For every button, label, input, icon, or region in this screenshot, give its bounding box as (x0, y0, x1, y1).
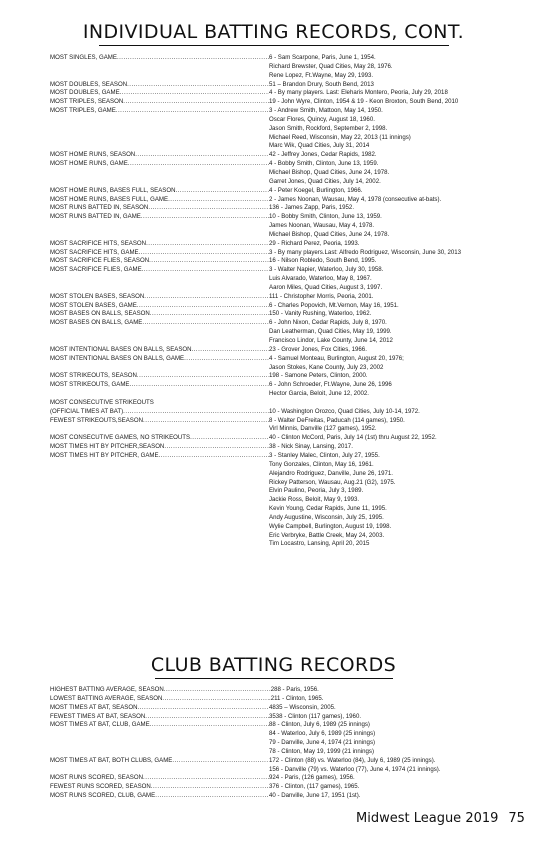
dot-leader (143, 417, 269, 435)
record-label (50, 151, 269, 160)
record-values (269, 151, 525, 160)
record-row (50, 704, 525, 713)
dot-leader (137, 704, 269, 713)
record-value-line: Rickey Patterson, Wausau, Aug.21 (G2), 1975. (269, 478, 396, 486)
record-value-line: Luis Alvarado, Waterloo, May 8, 1967. (269, 275, 372, 283)
record-value-line: 4 - By many players. Last: Eleharis Montero, Peoria, July 29, 2018 (269, 89, 448, 97)
dot-leader (137, 372, 269, 381)
individual-records-list (50, 54, 525, 549)
record-value-line: 172 - Clinton (88) vs. Waterloo (84), July 6, 1989 (25 innings). (269, 756, 436, 764)
record-label (50, 443, 269, 452)
record-value-line: 6 - Charles Popovich, Mt.Vernon, May 16, 1951. (269, 301, 399, 309)
record-values (269, 266, 525, 293)
record-label (50, 452, 269, 549)
record-label-text: MOST STRIKEOUTS, SEASON (50, 372, 137, 380)
record-values (269, 783, 525, 792)
record-label (50, 695, 269, 704)
record-label-text: MOST DOUBLES, SEASON (50, 80, 128, 88)
dot-leader (164, 443, 269, 452)
record-label (50, 372, 269, 381)
record-row (50, 107, 525, 151)
record-values (269, 417, 525, 435)
club-section-title-text: CLUB BATTING RECORDS (150, 654, 397, 676)
dot-leader (129, 381, 269, 399)
record-value-line: Jason Smith, Rockford, September 2, 1998. (269, 124, 388, 132)
record-value-line: 6 - John Schroeder, Ft.Wayne, June 26, 1996 (269, 381, 392, 389)
record-values (269, 434, 525, 443)
record-label (50, 81, 269, 90)
record-label (50, 310, 269, 319)
record-label (50, 266, 269, 293)
record-label-text: MOST BASES ON BALLS, SEASON (50, 310, 150, 318)
record-value-line: Rene Lopez, Ft.Wayne, May 29, 1993. (269, 71, 374, 79)
record-row (50, 266, 525, 293)
record-label (50, 721, 269, 756)
dot-leader (143, 774, 269, 783)
record-value-line: 111 - Christopher Morris, Peoria, 2001. (269, 292, 374, 300)
record-value-line: Michael Reed, Wisconsin, May 22, 2013 (11 innings) (269, 133, 411, 141)
record-value-line: 3538 - Clinton (117 games), 1960. (269, 712, 362, 720)
dot-leader (142, 266, 269, 293)
record-values (269, 249, 525, 258)
record-value-line: Richard Brewster, Quad Cities, May 28, 1976. (269, 62, 393, 70)
record-row (50, 355, 525, 373)
dot-leader (117, 54, 269, 81)
record-label-text: MOST RUNS SCORED, CLUB, GAME (50, 792, 156, 800)
record-label (50, 89, 269, 98)
record-values (269, 107, 525, 151)
record-row (50, 257, 525, 266)
record-value-line: 4 - Bobby Smith, Clinton, June 13, 1959. (269, 160, 379, 168)
dot-leader (148, 204, 269, 213)
dot-leader (164, 686, 269, 695)
record-value-line: Eric Verbryke, Battle Creek, May 24, 2003. (269, 531, 385, 539)
record-label-text: MOST BASES ON BALLS, GAME (50, 319, 143, 327)
dot-leader (145, 713, 269, 722)
record-values (269, 695, 525, 704)
dot-leader (190, 434, 269, 443)
record-value-line: 79 - Danville, June 4, 1974 (21 innings) (269, 739, 376, 747)
record-value-line: Wylie Campbell, Burlington, August 19, 1998. (269, 522, 392, 530)
dot-leader (146, 240, 269, 249)
record-values (269, 187, 525, 196)
record-value-line: 156 - Danville (79) vs. Waterloo (77), June 4, 1974 (21 innings). (269, 765, 441, 773)
dot-leader (141, 213, 269, 240)
record-label-text: MOST TRIPLES, GAME (50, 107, 116, 115)
dot-leader (162, 695, 269, 704)
record-label (50, 774, 269, 783)
record-values (269, 302, 525, 311)
record-values (269, 204, 525, 213)
record-label-text: MOST STRIKEOUTS, GAME (50, 381, 130, 389)
dot-leader (128, 160, 269, 187)
club-section-title (0, 654, 547, 679)
record-values (269, 713, 525, 722)
dot-leader (155, 792, 269, 801)
record-value-line: 6 - Sam Scarpone, Paris, June 1, 1954. (269, 54, 376, 61)
record-label-text: MOST SACRIFICE HITS, GAME (50, 248, 139, 256)
record-row (50, 89, 525, 98)
record-value-line: Francisco Lindor, Lake County, June 14, 2012 (269, 337, 393, 344)
record-value-line: Tony Gonzales, Clinton, May 16, 1961. (269, 460, 374, 468)
record-row (50, 81, 525, 90)
dot-leader (142, 319, 269, 346)
record-value-line: Elvin Paulino, Peoria, July 3, 1989. (269, 487, 364, 495)
record-value-line: 29 - Richard Perez, Peoria, 1993. (269, 239, 360, 247)
dot-leader (123, 408, 269, 417)
record-label-text: MOST TIMES AT BAT, BOTH CLUBS, GAME (50, 756, 173, 764)
record-label (50, 213, 269, 240)
record-value-line: .211 - Clinton, 1965. (269, 694, 324, 702)
record-label (50, 757, 269, 775)
record-row (50, 372, 525, 381)
record-value-line: 38 - Nick Sinay, Lansing, 2017. (269, 443, 353, 451)
record-value-line: Hector Garcia, Beloit, June 12, 2002. (269, 390, 369, 398)
record-value-line: 10 - Bobby Smith, Clinton, June 13, 1959. (269, 213, 382, 221)
record-label-text: FEWEST STRIKEOUTS,SEASON (50, 416, 144, 424)
record-value-line: Marc Wik, Quad Cities, July 31, 2014 (269, 142, 370, 150)
record-value-line: Andy Augustine, Wisconsin, July 25, 1995. (269, 513, 384, 521)
record-value-line: Virl Minnis, Danville (127 games), 1952. (269, 425, 377, 433)
record-row (50, 686, 525, 695)
dot-leader (151, 783, 269, 792)
record-row (50, 346, 525, 355)
record-values (269, 98, 525, 107)
record-row (50, 98, 525, 107)
record-row (50, 774, 525, 783)
record-value-line: Tim Locastro, Lansing, April 20, 2015 (269, 540, 370, 548)
record-label (50, 204, 269, 213)
record-label-text: MOST SACRIFICE FLIES, GAME (50, 266, 142, 274)
page-number: 75 (508, 811, 525, 826)
record-values (269, 293, 525, 302)
record-value-line: 19 - John Wyre, Clinton, 1954 & 19 - Keon Broxton, South Bend, 2010 (269, 98, 459, 106)
record-value-line: 198 - Samone Peters, Clinton, 2000. (269, 372, 368, 380)
record-value-line: 376 - Clinton, (117 games), 1965. (269, 783, 360, 791)
record-value-line: Michael Bishop, Quad Cities, June 24, 1978. (269, 168, 390, 176)
record-row (50, 399, 525, 408)
record-value-line: 40 - Danville, June 17, 1951 (1st). (269, 792, 361, 800)
record-row (50, 319, 525, 346)
record-label (50, 160, 269, 187)
record-values (269, 774, 525, 783)
record-label-text: MOST RUNS BATTED IN, GAME (50, 213, 141, 221)
dot-leader (192, 346, 269, 355)
record-values (269, 399, 525, 408)
record-row (50, 434, 525, 443)
record-row (50, 792, 525, 801)
record-label (50, 783, 269, 792)
record-label-text: MOST RUNS BATTED IN, SEASON (50, 204, 149, 212)
dot-leader (159, 452, 269, 549)
publication-name: Midwest League 2019 (356, 811, 499, 826)
record-values (269, 213, 525, 240)
record-values (269, 443, 525, 452)
record-value-line: Jason Stokes, Kane County, July 23, 2002 (269, 363, 384, 371)
record-values (269, 310, 525, 319)
record-value-line: 4835 – Wisconsin, 2005. (269, 703, 336, 711)
record-value-line: 10 - Washington Orozco, Quad Cities, July 10-14, 1972. (269, 407, 420, 415)
record-values (269, 686, 525, 695)
record-value-line: Kevin Young, Cedar Rapids, June 11, 1995. (269, 505, 387, 513)
record-label-text: MOST HOME RUNS, BASES FULL, SEASON (50, 186, 176, 194)
record-row (50, 783, 525, 792)
record-value-line: James Noonan, Wausau, May 4, 1978. (269, 222, 375, 230)
record-label-text: MOST TIMES AT BAT, CLUB, GAME (50, 721, 150, 729)
record-value-line: Aaron Miles, Quad Cities, August 3, 1997. (269, 283, 383, 291)
record-value-line: Alejandro Rodriguez, Danville, June 26, 1971. (269, 469, 393, 477)
record-label-text: HIGHEST BATTING AVERAGE, SEASON (50, 686, 164, 693)
record-values (269, 196, 525, 205)
record-label-text: MOST SINGLES, GAME (50, 54, 117, 61)
record-label (50, 293, 269, 302)
record-value-line: 3 - Stanley Malec, Clinton, July 27, 1955. (269, 451, 380, 459)
dot-leader (135, 151, 269, 160)
record-value-line: 78 - Clinton, May 19, 1999 (21 innings) (269, 747, 375, 755)
record-value-line: Dan Leatherman, Quad Cities, May 19, 1999. (269, 328, 392, 336)
record-values (269, 792, 525, 801)
record-label (50, 187, 269, 196)
record-label (50, 792, 269, 801)
record-label-text: MOST HOME RUNS, SEASON (50, 151, 136, 159)
dot-leader (168, 196, 269, 205)
record-label-text: MOST CONSECUTIVE STRIKEOUTS (50, 398, 154, 406)
dot-leader (172, 757, 269, 775)
record-values (269, 346, 525, 355)
record-value-line: 3 - Andrew Smith, Mattoon, May 14, 1950. (269, 107, 383, 115)
record-row (50, 713, 525, 722)
record-row (50, 54, 525, 81)
record-label (50, 54, 269, 81)
dot-leader (116, 107, 269, 151)
record-row (50, 204, 525, 213)
dot-leader (184, 355, 269, 373)
record-label-text: LOWEST BATTING AVERAGE, SEASON (50, 694, 163, 702)
page-title-text: INDIVIDUAL BATTING RECORDS, CONT. (82, 21, 465, 43)
record-row (50, 213, 525, 240)
record-value-line: 6 - John Nixon, Cedar Rapids, July 8, 1970. (269, 319, 387, 327)
record-label-text: MOST TRIPLES, SEASON (50, 98, 124, 106)
record-label-text: MOST INTENTIONAL BASES ON BALLS, SEASON (50, 345, 192, 353)
record-value-line: Garret Jones, Quad Cities, July 14, 2002. (269, 177, 381, 185)
record-value-line: 40 - Clinton McCord, Paris, July 14 (1st) thru August 22, 1952. (269, 434, 437, 442)
record-value-line: Jackie Ross, Beloit, May 9, 1993. (269, 496, 360, 504)
record-label (50, 346, 269, 355)
record-label-text: MOST RUNS SCORED, SEASON (50, 774, 144, 782)
record-value-line: 8 - Walter DeFreitas, Paducah (114 games), 1950. (269, 416, 405, 424)
record-row (50, 721, 525, 756)
record-label (50, 257, 269, 266)
record-value-line: 16 - Nilson Robledo, South Bend, 1995. (269, 257, 377, 265)
record-value-line: 4 - Peter Koegel, Burlington, 1966. (269, 186, 363, 194)
record-label-text: (OFFICIAL TIMES AT BAT) (50, 407, 124, 415)
record-value-line: 924 - Paris, (126 games), 1956. (269, 774, 355, 782)
record-value-line: 23 - Grover Jones, Fox Cities, 1966. (269, 345, 367, 353)
dot-leader (150, 721, 269, 756)
record-value-line: .288 - Paris, 1956. (269, 686, 319, 693)
dot-leader (123, 98, 269, 107)
record-values (269, 721, 525, 756)
record-label-text: FEWEST TIMES AT BAT, SEASON (50, 712, 146, 720)
record-label-text: MOST SACRIFICE HITS, SEASON (50, 239, 147, 247)
dot-leader (144, 293, 269, 302)
page-title (0, 21, 547, 46)
club-records-list (50, 686, 525, 801)
record-label (50, 381, 269, 399)
record-label (50, 98, 269, 107)
record-value-line: 2 - James Noonan, Wausau, May 4, 1978 (consecutive at-bats). (269, 195, 442, 203)
record-row (50, 417, 525, 435)
record-values (269, 408, 525, 417)
record-label-text: MOST HOME RUNS, GAME (50, 160, 128, 168)
record-label (50, 240, 269, 249)
record-label (50, 399, 269, 408)
record-value-line: 3 - By many players.Last: Alfredo Rodriguez, Wisconsin, June 30, 2013 (269, 248, 462, 256)
record-values (269, 372, 525, 381)
record-label (50, 302, 269, 311)
record-label-text: MOST HOME RUNS, BASES FULL, GAME (50, 195, 169, 203)
record-value-line: 42 - Jeffrey Jones, Cedar Rapids, 1982. (269, 151, 377, 159)
record-row (50, 443, 525, 452)
record-row (50, 302, 525, 311)
record-value-line: 3 - Walter Napier, Waterloo, July 30, 1958. (269, 266, 384, 274)
record-row (50, 196, 525, 205)
dot-leader (120, 89, 269, 98)
record-values (269, 757, 525, 775)
record-row (50, 310, 525, 319)
record-label-text: MOST DOUBLES, GAME (50, 89, 120, 97)
record-value-line: 84 - Waterloo, July 6, 1989 (25 innings) (269, 730, 376, 738)
record-label (50, 355, 269, 373)
record-label (50, 196, 269, 205)
record-label (50, 249, 269, 258)
record-values (269, 319, 525, 346)
record-row (50, 381, 525, 399)
record-label (50, 319, 269, 346)
record-value-line: Oscar Flores, Quincy, August 18, 1960. (269, 115, 375, 123)
record-row (50, 695, 525, 704)
record-row (50, 249, 525, 258)
record-label-text: MOST INTENTIONAL BASES ON BALLS, GAME (50, 354, 185, 362)
record-value-line: 4 - Samuel Monteau, Burlington, August 20, 1976; (269, 354, 404, 362)
record-row (50, 151, 525, 160)
dot-leader (139, 249, 269, 258)
record-row (50, 293, 525, 302)
record-label-text: FEWEST RUNS SCORED, SEASON (50, 783, 151, 791)
record-label-text: MOST TIMES HIT BY PITCHER,SEASON (50, 443, 165, 451)
record-value-line: 88 - Clinton, July 6, 1989 (25 innings) (269, 721, 370, 729)
record-values (269, 89, 525, 98)
record-label-text: MOST STOLEN BASES, GAME (50, 301, 137, 309)
record-label-text: MOST SACRIFICE FLIES, SEASON (50, 257, 150, 265)
record-value-line: 136 - James Zapp, Paris, 1952. (269, 204, 355, 212)
record-label (50, 107, 269, 151)
page-footer (356, 811, 525, 826)
record-values (269, 452, 525, 549)
record-value-line: 51 – Brandon Drury, South Bend, 2013 (269, 80, 374, 88)
record-label-text: MOST STOLEN BASES, SEASON (50, 292, 145, 300)
record-values (269, 240, 525, 249)
record-row (50, 408, 525, 417)
record-values (269, 381, 525, 399)
dot-leader (127, 81, 269, 90)
dot-leader (137, 302, 269, 311)
record-row (50, 187, 525, 196)
record-label-text: MOST TIMES HIT BY PITCHER, GAME (50, 451, 159, 459)
record-row (50, 240, 525, 249)
title-underline (99, 45, 449, 46)
record-row (50, 452, 525, 549)
record-value-line: 150 - Vanity Rushing, Waterloo, 1962. (269, 310, 372, 318)
record-label (50, 686, 269, 695)
record-label (50, 713, 269, 722)
record-values (269, 54, 525, 81)
record-values (269, 160, 525, 187)
record-value-line: Michael Bishop, Quad Cities, June 24, 1978. (269, 230, 390, 238)
record-values (269, 355, 525, 373)
dot-leader (149, 257, 269, 266)
record-label (50, 408, 269, 417)
dot-leader (150, 310, 269, 319)
record-label (50, 704, 269, 713)
dot-leader (176, 187, 269, 196)
record-values (269, 257, 525, 266)
record-label-text: MOST TIMES AT BAT, SEASON (50, 703, 138, 711)
record-label-text: MOST CONSECUTIVE GAMES, NO STRIKEOUTS (50, 434, 191, 442)
record-label (50, 417, 269, 435)
record-row (50, 757, 525, 775)
record-label (50, 434, 269, 443)
record-values (269, 704, 525, 713)
title-underline (155, 678, 393, 679)
record-values (269, 81, 525, 90)
record-row (50, 160, 525, 187)
